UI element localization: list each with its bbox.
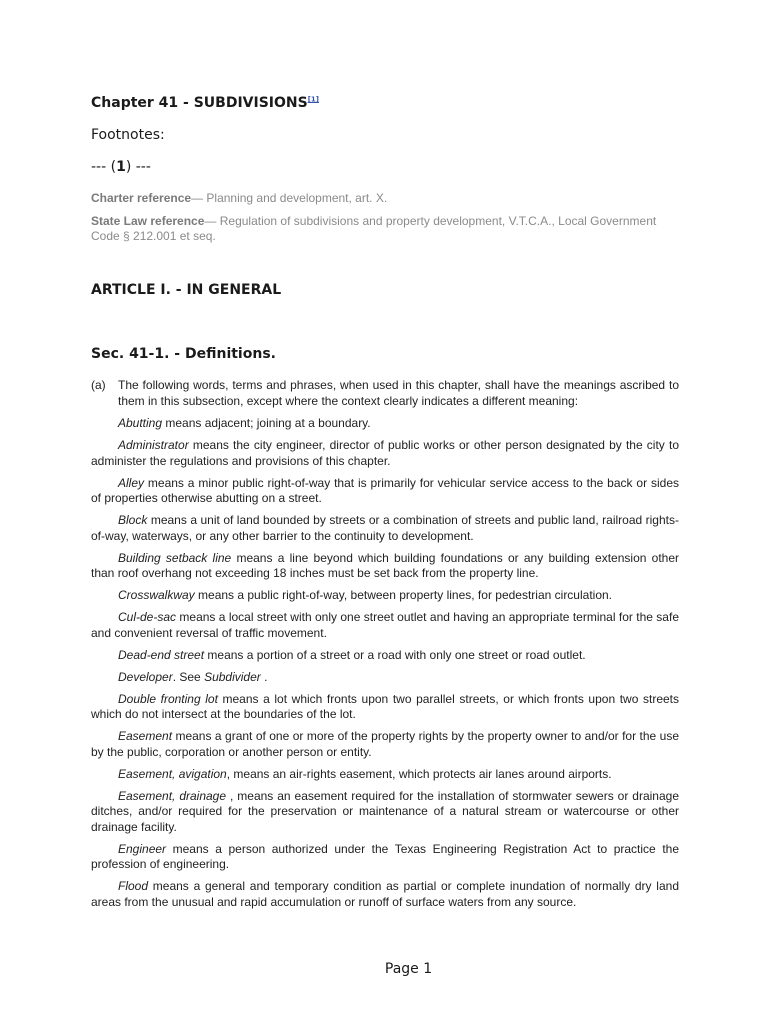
definition-paragraph <box>91 767 679 783</box>
chapter-title-text: Chapter 41 - SUBDIVISIONS <box>91 95 308 111</box>
definition-text: means a public right-of-way, between property lines, for pedestrian circulation. <box>194 588 613 602</box>
definition-text: means adjacent; joining at a boundary. <box>162 416 371 430</box>
definition-text: means a line beyond which building foundations or any building extension other than roof overhang not exceeding 18 inches must be set back from the property line. <box>91 550 680 580</box>
definition-text: means a lot which fronts upon two parallel streets, or which fronts upon two streets which do not intersect at the boundaries of the lot. <box>91 691 679 721</box>
state-law-reference <box>91 214 681 244</box>
definition-term: Flood <box>118 879 149 893</box>
definition-term: Crosswalkway <box>118 588 195 602</box>
definition-term: Easement, drainage <box>118 788 227 803</box>
definition-text: , means an air-rights easement, which protects air lanes around airports. <box>226 766 612 781</box>
footnote-marker-prefix: --- ( <box>91 159 117 175</box>
definition-term: Cul-de-sac <box>118 610 177 624</box>
reference-label: State Law reference <box>91 214 205 228</box>
definition-term: Building setback line <box>118 550 232 565</box>
article-title: ARTICLE I. - IN GENERAL <box>91 282 282 298</box>
reference-text: — Planning and development, art. X. <box>191 191 388 205</box>
footnote-marker-suffix: ) --- <box>125 159 151 175</box>
definition-paragraph <box>91 729 679 760</box>
definition-paragraph <box>91 842 679 873</box>
definition-text: means a grant of one or more of the property rights by the property owner to and/or for the use by the public, corporation or another person or entity. <box>91 729 679 759</box>
definition-term: Dead-end street <box>118 647 205 662</box>
definition-paragraph <box>91 416 679 432</box>
footnote-marker-number: 1 <box>116 159 126 175</box>
definition-paragraph <box>91 513 679 544</box>
definition-text: means a unit of land bounded by streets or a combination of streets and public land, railroad rights-of-way, waterways, or any other barrier to the continuity to development. <box>91 513 679 543</box>
definition-paragraph <box>91 588 679 604</box>
charter-reference <box>91 191 681 206</box>
definition-term: Easement <box>118 729 173 743</box>
footnote-marker <box>91 159 151 175</box>
definition-term: Administrator <box>118 438 189 452</box>
definition-text: means a portion of a street or a road with only one street or road outlet. <box>204 647 586 662</box>
definitions-body <box>91 378 679 917</box>
definition-term: Alley <box>118 475 145 490</box>
definition-paragraph <box>91 438 679 469</box>
definition-term: Easement, avigation <box>118 766 227 781</box>
definition-text: . See <box>172 669 205 684</box>
intro-text: The following words, terms and phrases, when used in this chapter, shall have the meanings ascribed to them in this subsection, except where the context clearly indicates a different meaning: <box>118 378 679 408</box>
definition-text: means a minor public right-of-way that is primarily for vehicular service access to the back or sides of properties otherwise abutting on a street. <box>91 475 679 505</box>
definition-paragraph <box>91 610 679 641</box>
definition-paragraph <box>91 476 679 507</box>
reference-text: — Regulation of subdivisions and property development, V.T.C.A., Local Government Code § 212.001 et seq. <box>91 214 657 243</box>
definition-term: Developer <box>118 669 173 684</box>
definition-paragraph <box>91 648 679 664</box>
reference-label: Charter reference <box>91 191 192 205</box>
definition-term: Double fronting lot <box>118 691 218 706</box>
definition-text: means a person authorized under the Texas Engineering Registration Act to practice the profession of engineering. <box>91 841 679 871</box>
definition-paragraph <box>91 551 679 582</box>
definition-text: . <box>260 669 268 684</box>
definition-term: Engineer <box>118 841 167 856</box>
intro-paragraph <box>91 378 679 409</box>
subsection-label: (a) <box>91 378 106 392</box>
definition-text: means a general and temporary condition as partial or complete inundation of normally dry land areas from the unusual and rapid accumulation or runoff of surface waters from any source. <box>91 879 679 909</box>
definition-paragraph <box>91 789 679 836</box>
section-title: Sec. 41-1. - Definitions. <box>91 346 276 362</box>
definition-paragraph <box>91 692 679 723</box>
definition-paragraph <box>91 670 679 686</box>
cross-reference-term: Subdivider <box>204 669 261 684</box>
definition-term: Abutting <box>118 416 163 430</box>
chapter-title <box>91 95 319 111</box>
footnote-link[interactable]: [1] <box>307 95 319 104</box>
footnotes-label: Footnotes: <box>91 127 165 143</box>
definition-paragraph <box>91 879 679 910</box>
definition-term: Block <box>118 513 148 527</box>
definition-text: means a local street with only one street outlet and having an appropriate terminal for the safe and convenient reversal of traffic movement. <box>91 610 679 640</box>
definition-text: , means an easement required for the installation of stormwater sewers or drainage ditches, and/or required for the preservation or maintenance of a natural stream or watercourse or other drainage facility. <box>91 788 680 834</box>
page-number: Page 1 <box>384 961 433 977</box>
definition-text: means the city engineer, director of public works or other person designated by the city to administer the regulations and provisions of this chapter. <box>91 438 679 468</box>
